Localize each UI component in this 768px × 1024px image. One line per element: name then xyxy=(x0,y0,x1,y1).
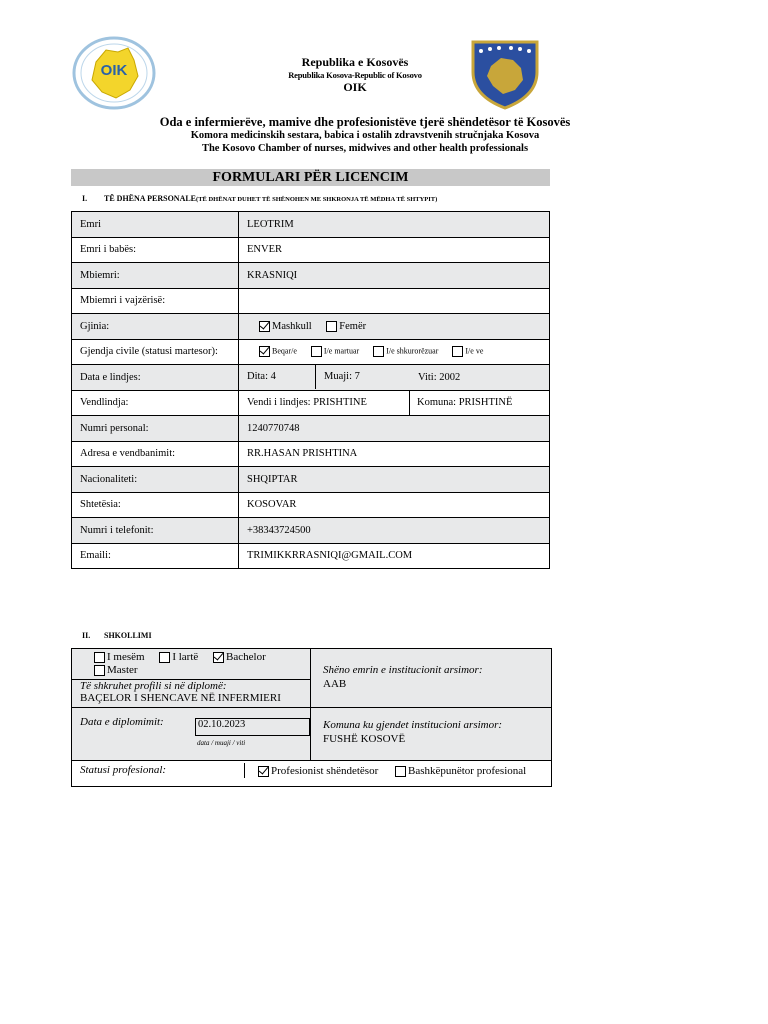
option-larte: I lartë xyxy=(172,651,199,663)
org-name-serbian: Komora medicinskih sestara, babica i ostalih zdravstvenih stručnjaka Kosova xyxy=(190,130,540,141)
republic-title: Republika e Kosovës xyxy=(301,55,409,69)
field-mbiemri-vajzerise[interactable] xyxy=(239,288,550,314)
checkbox-ve[interactable] xyxy=(452,346,463,357)
label-gjendja-civile: Gjendja civile (statusi martesor): xyxy=(72,339,239,365)
field-telefoni[interactable]: +38343724500 xyxy=(239,518,550,544)
checkbox-master[interactable] xyxy=(94,665,105,676)
checkbox-mashkull[interactable] xyxy=(259,321,270,332)
field-mbiemri[interactable]: KRASNIQI xyxy=(239,263,550,289)
row-gjinia xyxy=(72,314,550,340)
option-femer: Femër xyxy=(339,320,367,332)
field-gjinia xyxy=(239,314,550,340)
field-shtetesia[interactable]: KOSOVAR xyxy=(239,492,550,518)
field-emaili[interactable]: TRIMIKKRRASNIQI@GMAIL.COM xyxy=(239,543,550,569)
label-mbiemri-vajzerise: Mbiemri i vajzërisë: xyxy=(72,288,239,314)
option-profesionist: Profesionist shëndetësor xyxy=(271,765,379,777)
field-data-lindjes xyxy=(239,365,550,391)
form-title: FORMULARI PËR LICENCIM xyxy=(71,169,550,186)
checkbox-mesem[interactable] xyxy=(94,652,105,663)
checkbox-shkurorezuar[interactable] xyxy=(373,346,384,357)
option-bachelor: Bachelor xyxy=(226,651,266,663)
field-komuna[interactable]: Komuna: PRISHTINË xyxy=(417,397,513,409)
municipality-value[interactable]: FUSHË KOSOVË xyxy=(323,733,406,745)
education-level-options-row2 xyxy=(94,664,138,676)
section-number: I. xyxy=(82,194,88,203)
field-viti[interactable]: Viti: 2002 xyxy=(418,371,461,383)
section-title: TË DHËNA PERSONALE xyxy=(104,194,197,203)
label-nacionaliteti: Nacionaliteti: xyxy=(72,467,239,493)
section-education-heading xyxy=(82,631,152,640)
oik-logo xyxy=(72,36,156,110)
field-nacionaliteti[interactable]: SHQIPTAR xyxy=(239,467,550,493)
section-note: (TË DHËNAT DUHET TË SHËNOHEN ME SHKRONJA TË MËDHA TË SHTYPIT) xyxy=(196,196,438,203)
field-adresa[interactable]: RR.HASAN PRISHTINA xyxy=(239,441,550,467)
option-master: Master xyxy=(107,664,138,676)
label-data-lindjes: Data e lindjes: xyxy=(72,365,239,391)
profile-value[interactable]: BAÇELOR I SHENCAVE NË INFERMIERI xyxy=(80,692,281,704)
org-name-albanian: Oda e infermierëve, mamive dhe profesionistëve tjerë shëndetësor të Kosovës xyxy=(159,115,571,129)
education-level-options xyxy=(94,651,266,663)
row-emaili xyxy=(72,543,550,569)
row-mbiemri-vajzerise xyxy=(72,288,550,314)
municipality-label: Komuna ku gjendet institucioni arsimor: xyxy=(323,719,503,731)
diploma-date-label: Data e diplomimit: xyxy=(80,716,164,728)
option-martuar: I/e martuar xyxy=(323,346,360,356)
label-gjinia: Gjinia: xyxy=(72,314,239,340)
institution-block xyxy=(311,649,551,708)
field-gjendja-civile xyxy=(239,339,550,365)
field-vendlindja xyxy=(239,390,550,416)
label-vendlindja: Vendlindja: xyxy=(72,390,239,416)
row-nacionaliteti xyxy=(72,467,550,493)
row-shtetesia xyxy=(72,492,550,518)
diploma-date-value[interactable]: 02.10.2023 xyxy=(195,718,310,736)
org-name-english: The Kosovo Chamber of nurses, midwives and other health professionals xyxy=(201,143,529,154)
checkbox-larte[interactable] xyxy=(159,652,170,663)
row-emri xyxy=(72,212,550,238)
field-muaji[interactable]: Muaji: 7 xyxy=(324,371,360,383)
republic-subtitle: Republika Kosova-Republic of Kosovo xyxy=(288,70,422,80)
field-numri-personal[interactable]: 1240770748 xyxy=(239,416,550,442)
section-number: II. xyxy=(82,631,91,640)
status-options xyxy=(258,765,526,777)
field-emri[interactable]: LEOTRIM xyxy=(239,212,550,238)
checkbox-martuar[interactable] xyxy=(311,346,322,357)
status-label: Statusi profesional: xyxy=(80,764,167,776)
personal-data-table xyxy=(71,211,550,569)
label-shtetesia: Shtetësia: xyxy=(72,492,239,518)
label-adresa: Adresa e vendbanimit: xyxy=(72,441,239,467)
field-emri-babes[interactable]: ENVER xyxy=(239,237,550,263)
row-numri-personal xyxy=(72,416,550,442)
checkbox-femer[interactable] xyxy=(326,321,337,332)
institution-label: Shëno emrin e institucionit arsimor: xyxy=(323,664,483,676)
checkbox-bachelor[interactable] xyxy=(213,652,224,663)
option-bashkepunetor: Bashkëpunëtor profesional xyxy=(407,765,527,777)
checkbox-bashkepunetor[interactable] xyxy=(395,766,406,777)
row-mbiemri xyxy=(72,263,550,289)
label-emri: Emri xyxy=(72,212,239,238)
status-divider xyxy=(244,763,245,778)
label-mbiemri: Mbiemri: xyxy=(72,263,239,289)
option-beqar: Beqar/e xyxy=(272,346,297,356)
row-adresa xyxy=(72,441,550,467)
field-dita[interactable]: Dita: 4 xyxy=(239,365,316,389)
row-data-lindjes xyxy=(72,365,550,391)
field-vendi-lindjes[interactable]: Vendi i lindjes: PRISHTINE xyxy=(239,391,410,415)
row-telefoni xyxy=(72,518,550,544)
section-personal-heading xyxy=(82,194,437,203)
checkbox-beqar[interactable] xyxy=(259,346,270,357)
option-shkurorezuar: I/e shkurorëzuar xyxy=(386,346,439,356)
education-box xyxy=(71,648,552,787)
option-ve: I/e ve xyxy=(465,346,484,356)
institution-value[interactable]: AAB xyxy=(323,678,347,690)
org-acronym: OIK xyxy=(343,80,367,94)
row-vendlindja xyxy=(72,390,550,416)
option-mesem: I mesëm xyxy=(107,651,145,663)
label-telefoni: Numri i telefonit: xyxy=(72,518,239,544)
diploma-date-hint: data / muaji / viti xyxy=(197,739,246,747)
label-emaili: Emaili: xyxy=(72,543,239,569)
label-numri-personal: Numri personal: xyxy=(72,416,239,442)
row-emri-babes xyxy=(72,237,550,263)
section-title: SHKOLLIMI xyxy=(104,631,152,640)
oik-logo-text: OIK xyxy=(100,62,128,79)
profile-label: Të shkruhet profili si në diplomë: xyxy=(80,680,227,692)
row-gjendja-civile xyxy=(72,339,550,365)
label-emri-babes: Emri i babës: xyxy=(72,237,239,263)
option-mashkull: Mashkull xyxy=(272,320,312,332)
checkbox-profesionist[interactable] xyxy=(258,766,269,777)
